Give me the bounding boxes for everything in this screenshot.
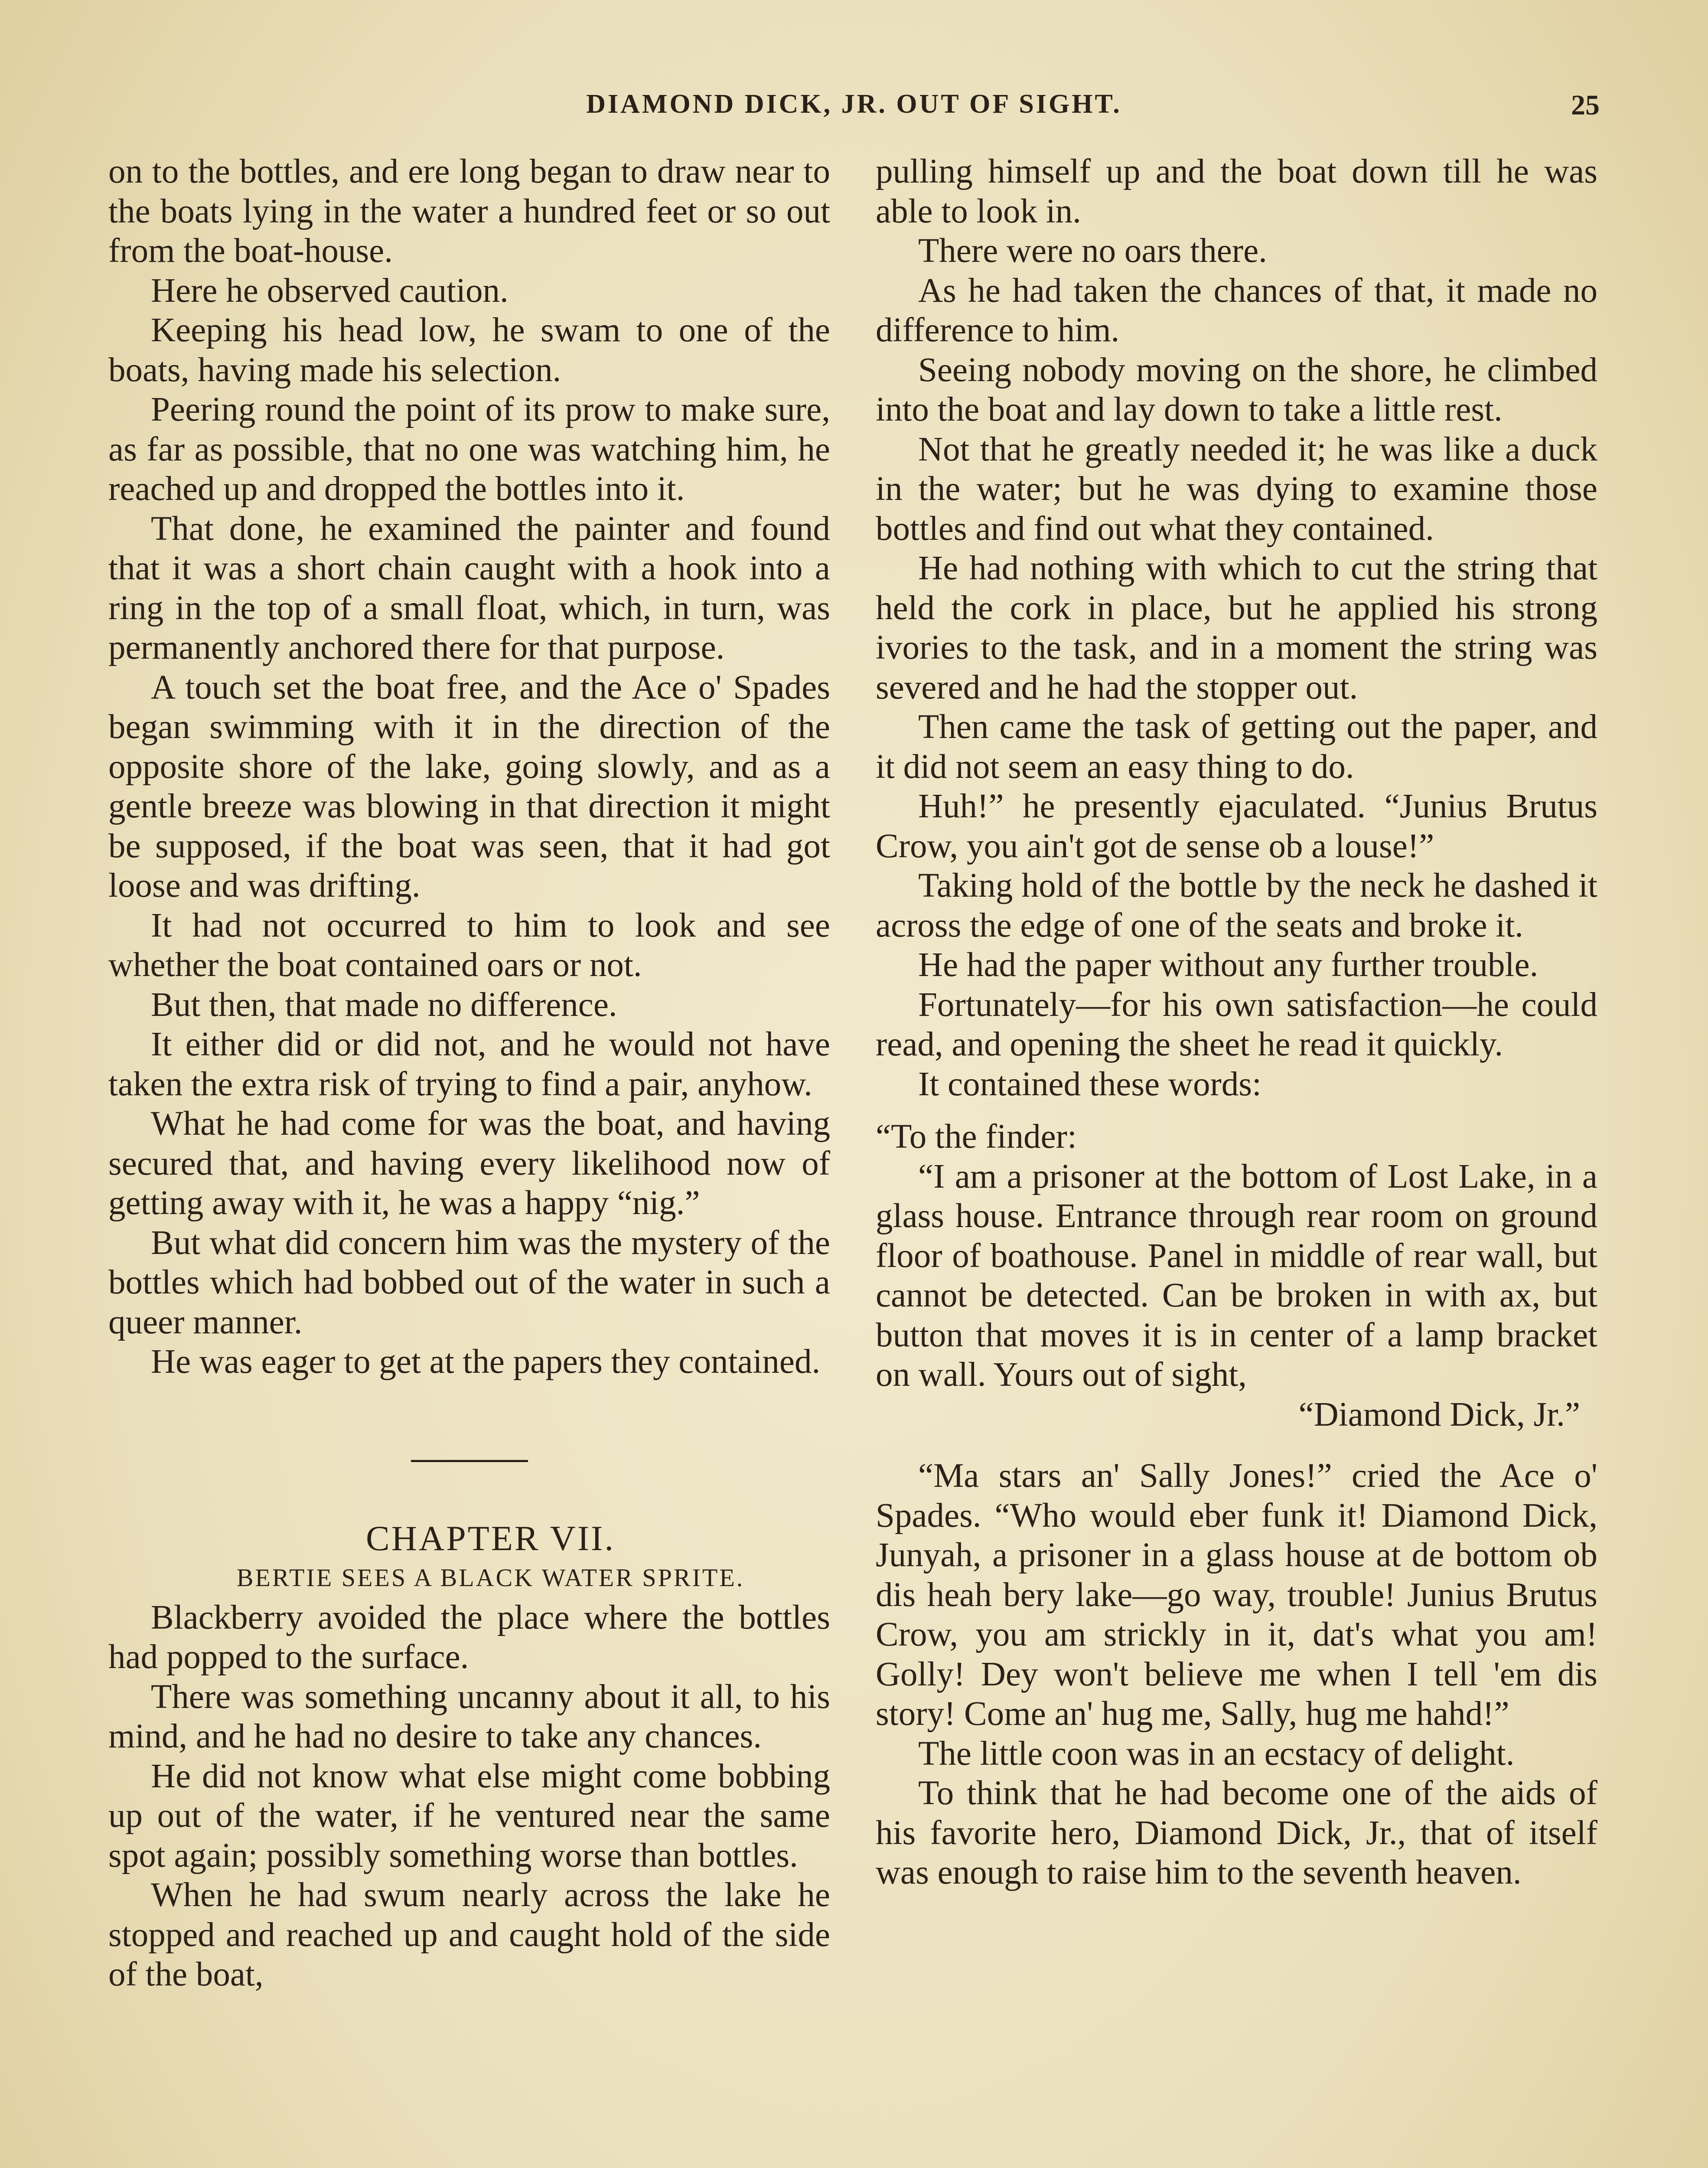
paragraph: Taking hold of the bottle by the neck he dashed it across the edge of one of the seats and broke it. — [876, 867, 1597, 944]
page-number: 25 — [1571, 89, 1600, 121]
paragraph: pulling himself up and the boat down till he was able to look in. — [876, 153, 1597, 230]
section-divider — [411, 1460, 528, 1462]
paragraph: He did not know what else might come bobbing up out of the water, if he ventured near the same spot again; possibly something worse than bottles. — [108, 1757, 830, 1874]
paragraph: It had not occurred to him to look and see whether the boat contained oars or not. — [108, 906, 830, 984]
paragraph: It either did or did not, and he would not have taken the extra risk of trying to find a pair, anyhow. — [108, 1025, 830, 1103]
paragraph: When he had swum nearly across the lake he stopped and reached up and caught hold of the side of the boat, — [108, 1876, 830, 1993]
chapter-subtitle: BERTIE SEES A BLACK WATER SPRITE. — [236, 1564, 745, 1592]
letter-body: “I am a prisoner at the bottom of Lost Lake, in a glass house. Entrance through rear room on ground floor of boathouse. Panel in middle of rear wall, but cannot be detected. Can be broken in with ax, but button that moves it is in center of a lamp bracket on wall. Yours out of sight, — [876, 1157, 1597, 1394]
paragraph: There was something uncanny about it all, to his mind, and he had no desire to take any chances. — [108, 1678, 830, 1755]
paragraph: Peering round the point of its prow to make sure, as far as possible, that no one was watching him, he reached up and dropped the bottles into it. — [108, 391, 830, 508]
paragraph: on to the bottles, and ere long began to draw near to the boats lying in the water a hundred feet or so out from the boat-house. — [108, 153, 830, 270]
right-column — [876, 152, 1597, 1893]
paragraph: Blackberry avoided the place where the bottles had popped to the surface. — [108, 1598, 830, 1676]
spacer — [876, 1434, 1597, 1456]
paragraph: There were no oars there. — [918, 232, 1267, 270]
paragraph: Not that he greatly needed it; he was like a duck in the water; but he was dying to examine those bottles and find out what they contained. — [876, 430, 1597, 548]
paragraph: “Ma stars an' Sally Jones!” cried the Ace o' Spades. “Who would eber funk it! Diamond Dick, Junyah, a prisoner in a glass house at de bottom ob dis heah bery lake—go way, trouble! Junius Brutus Crow, you am strickly in it, dat's what you am! Golly! Dey won't believe me when I tell 'em dis story! Come an' hug me, Sally, hug me hahd!” — [876, 1457, 1597, 1733]
running-title: DIAMOND DICK, JR. OUT OF SIGHT. — [586, 89, 1122, 119]
paragraph: The little coon was in an ecstacy of delight. — [918, 1734, 1515, 1773]
page-header — [108, 89, 1600, 141]
paragraph: But then, that made no difference. — [151, 986, 617, 1024]
spacer — [876, 1104, 1597, 1117]
paragraph: He was eager to get at the papers they contained. — [151, 1343, 821, 1381]
chapter-title: CHAPTER VII. — [366, 1518, 615, 1558]
paragraph: But what did concern him was the mystery of the bottles which had bobbed out of the water in such a queer manner. — [108, 1224, 830, 1341]
paragraph: Then came the task of getting out the paper, and it did not seem an easy thing to do. — [876, 708, 1597, 786]
paragraph: What he had come for was the boat, and having secured that, and having every likelihood now of getting away with it, he was a happy “nig.” — [108, 1105, 830, 1222]
left-column — [108, 152, 830, 1995]
paragraph: That done, he examined the painter and found that it was a short chain caught with a hook into a ring in the top of a small float, which, in turn, was permanently anchored there for that purpose. — [108, 509, 830, 666]
paragraph: As he had taken the chances of that, it made no difference to him. — [876, 271, 1597, 349]
letter-signature: “Diamond Dick, Jr.” — [1298, 1395, 1580, 1433]
paragraph: To think that he had become one of the aids of his favorite hero, Diamond Dick, Jr., that of itself was enough to raise him to the seventh heaven. — [876, 1774, 1597, 1891]
paragraph: Here he observed caution. — [151, 271, 508, 310]
paragraph: He had the paper without any further trouble. — [918, 946, 1539, 984]
paragraph: A touch set the boat free, and the Ace o' Spades began swimming with it in the direction of the opposite shore of the lake, going slowly, and as a gentle breeze was blowing in that direction it might be supposed, if the boat was seen, that it had got loose and was drifting. — [108, 668, 830, 904]
letter-salutation: “To the finder: — [876, 1118, 1077, 1156]
paragraph: Huh!” he presently ejaculated. “Junius Brutus Crow, you ain't got de sense ob a louse!” — [876, 787, 1597, 865]
paragraph: Fortunately—for his own satisfaction—he could read, and opening the sheet he read it quickly. — [876, 986, 1597, 1063]
paragraph: Keeping his head low, he swam to one of the boats, having made his selection. — [108, 311, 830, 389]
paragraph: He had nothing with which to cut the string that held the cork in place, but he applied his strong ivories to the task, and in a moment the string was severed and he had the stopper out. — [876, 549, 1597, 706]
paragraph: Seeing nobody moving on the shore, he climbed into the boat and lay down to take a little rest. — [876, 351, 1597, 428]
paragraph: It contained these words: — [918, 1065, 1261, 1103]
